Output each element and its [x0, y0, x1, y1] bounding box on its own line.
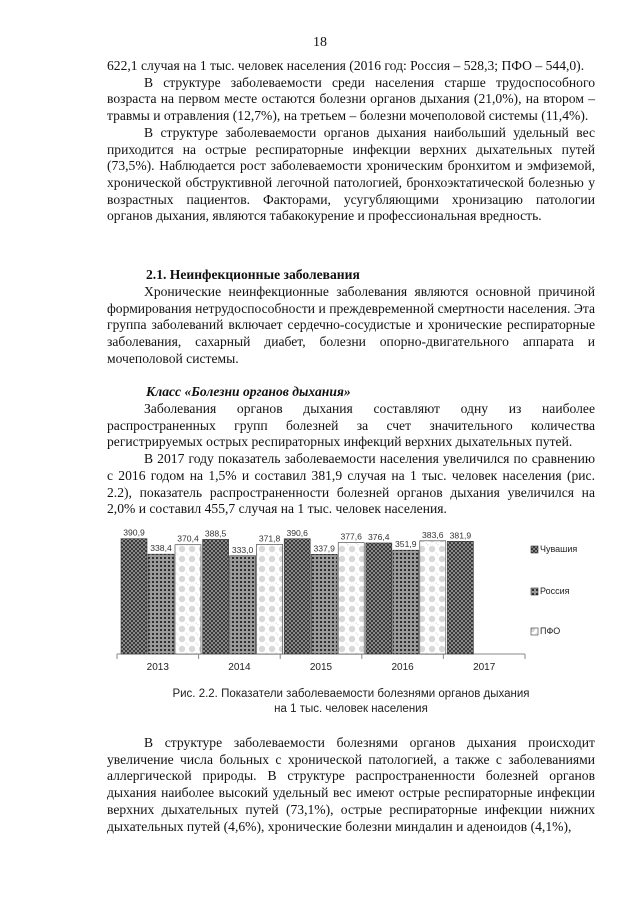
legend-swatch	[531, 588, 538, 595]
x-tick-label: 2014	[228, 662, 251, 673]
data-label: 337,9	[313, 543, 335, 554]
legend-label: ПФО	[540, 626, 561, 636]
chart-legend	[531, 544, 577, 636]
bar-2013-2	[175, 545, 201, 654]
bar-2016-0	[366, 543, 392, 654]
data-label: 351,9	[395, 539, 417, 550]
paragraph: 622,1 случая на 1 тыс. человек населения (2016 год: Россия – 528,3; ПФО – 544,0).	[107, 58, 585, 73]
data-label: 388,5	[204, 528, 227, 539]
data-label: 333,0	[231, 544, 254, 555]
x-tick-label: 2013	[146, 662, 169, 673]
paragraph: В структуре заболеваемости болезнями органов дыхания происходит увеличение числа больных с хронической патологией, а также с заболеваниями аллергической природы. В структуре распространенности болезней органов дыхания наиболее высокий удельный вес имеют острые респираторные инфекции верхних дыхательных путей (73,1%), острые респираторные инфекции нижних дыхательных путей (4,6%), хронические болезни миндалин и аденоидов (4,1%),	[107, 735, 595, 834]
x-tick-label: 2016	[391, 662, 414, 673]
paragraph: В структуре заболеваемости органов дыхания наибольший удельный вес приходится на острые респираторные инфекции верхних дыхательных путей (73,5%). Наблюдается рост заболеваемости хроническим бронхитом и эмфиземой, хронической обструктивной легочной патологией, бронхоэктатической болезнью у возрастных пациентов. Факторами, усугубляющими хронизацию патологии органов дыхания, являются табакокурение и профессиональная вредность.	[107, 124, 595, 224]
data-label: 383,6	[422, 529, 444, 540]
bar-2014-1	[230, 556, 256, 654]
bar-2013-0	[121, 539, 147, 654]
bar-2015-2	[338, 543, 364, 654]
paragraph: В 2017 году показатель заболеваемости населения увеличился по сравнению с 2016 годом на 1,5% и составил 381,9 случая на 1 тыс. человек населения (рис. 2.2), показатель распространенности болезней органов дыхания увеличился на 2,0% и составил 455,7 случая на 1 тыс. человек населения.	[107, 451, 595, 517]
figure-caption	[107, 687, 595, 717]
legend-swatch	[531, 628, 538, 635]
chart-bars-group	[117, 528, 525, 673]
paragraph: Заболевания органов дыхания составляют одну из наиболее распространенных групп болезней за счет значительного количества регистрируемых острых респираторных инфекций верхних дыхательных путей.	[107, 401, 595, 450]
data-label: 377,6	[340, 531, 362, 542]
data-label: 376,4	[368, 531, 390, 542]
bar-2016-1	[393, 550, 419, 654]
bar-2014-2	[257, 544, 283, 654]
bar-2015-0	[284, 539, 310, 654]
data-label: 370,4	[177, 533, 199, 544]
paragraph: В структуре заболеваемости среди населения старше трудоспособного возраста на первом месте остаются болезни органов дыхания (21,0%), на втором – травмы и отравления (12,7%), на третьем – болезни мочеполовой системы (11,4%).	[107, 74, 595, 124]
respiratory-disease-bar-chart	[107, 524, 595, 674]
intro-text-block	[107, 58, 595, 225]
data-label: 381,9	[449, 530, 472, 541]
caption-line: Рис. 2.2. Показатели заболеваемости болезнями органов дыхания	[172, 688, 530, 700]
x-tick-label: 2015	[309, 662, 333, 673]
data-label: 371,8	[258, 533, 281, 544]
section-heading: 2.1. Неинфекционные заболевания	[146, 267, 360, 282]
caption-line: на 1 тыс. человек населения	[274, 703, 428, 715]
paragraph: Хронические неинфекционные заболевания являются основной причиной формирования нетрудоспособности и преждевременной смертности населения. Эта группа заболеваний включает сердечно-сосудистые и хронические респираторные заболевания, сахарный диабет, болезни опорно-двигательного аппарата и мочеполовой системы.	[107, 284, 595, 366]
closing-text-block	[107, 735, 595, 835]
bar-2013-1	[148, 554, 174, 654]
subsection-heading: Класс «Болезни органов дыхания»	[146, 384, 351, 399]
data-label: 390,6	[286, 527, 308, 538]
bar-2014-0	[203, 539, 229, 654]
bar-2015-1	[311, 554, 337, 654]
page-number: 18	[313, 35, 327, 50]
x-tick-label: 2017	[473, 662, 496, 673]
subsection-text-block	[107, 401, 595, 518]
data-label: 390,9	[123, 527, 145, 538]
legend-swatch	[531, 546, 538, 553]
section-text-block	[107, 284, 595, 368]
legend-label: Россия	[540, 586, 570, 596]
bar-2016-2	[420, 541, 446, 654]
data-label: 338,4	[150, 543, 172, 554]
legend-label: Чувашия	[540, 544, 578, 554]
bar-2017-0	[447, 541, 473, 654]
